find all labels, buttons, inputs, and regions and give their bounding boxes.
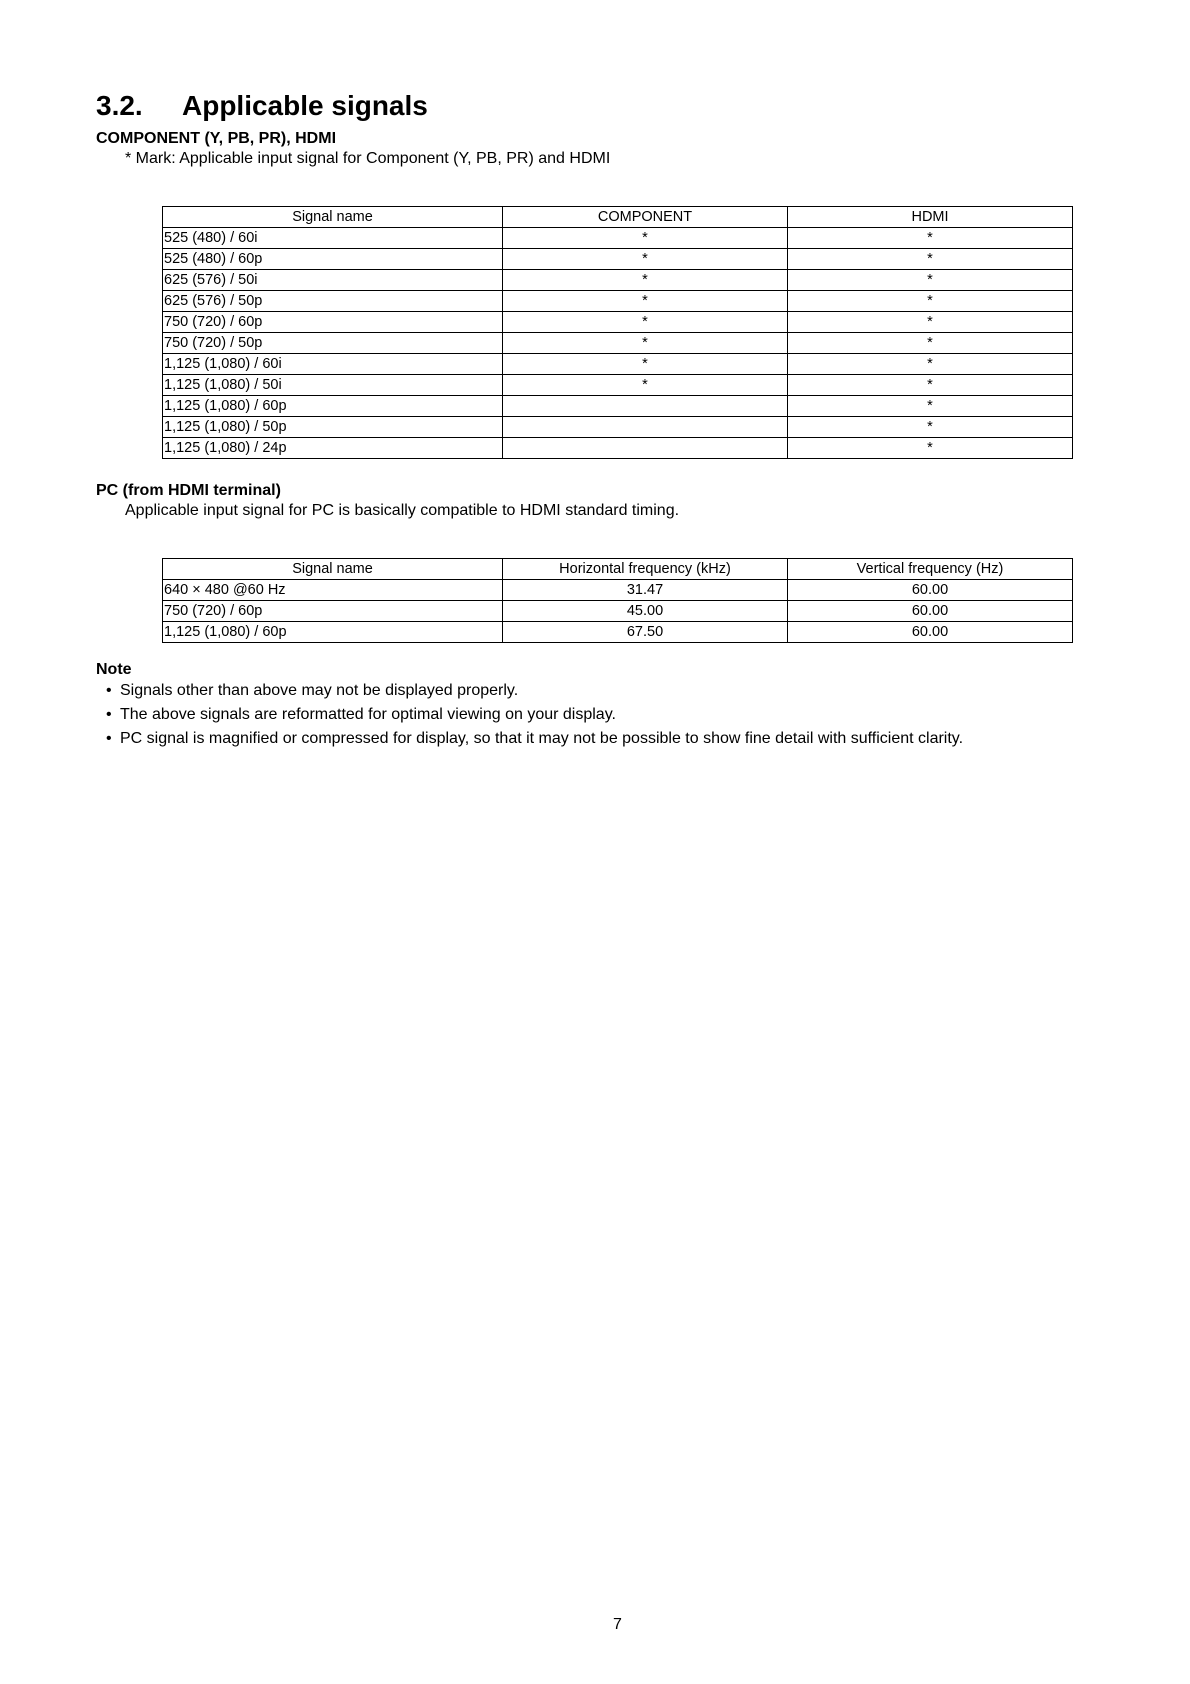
pc-description: Applicable input signal for PC is basically compatible to HDMI standard timing.: [125, 502, 680, 519]
signal-name-cell: 750 (720) / 60p: [163, 312, 503, 333]
table-row: [163, 354, 1073, 375]
note-text: Signals other than above may not be displayed properly.: [120, 682, 519, 699]
section-title-text: Applicable signals: [182, 90, 428, 121]
component-mark-cell: *: [503, 375, 788, 396]
component-mark-cell: [503, 438, 788, 459]
hdmi-mark-cell: *: [788, 228, 1073, 249]
table-row: [163, 417, 1073, 438]
hdmi-mark-cell: *: [788, 333, 1073, 354]
section-number: 3.2.: [96, 90, 143, 121]
vertical-frequency-cell: 60.00: [788, 622, 1073, 643]
component-mark-cell: *: [503, 333, 788, 354]
signal-name-cell: 1,125 (1,080) / 50i: [163, 375, 503, 396]
signal-name-cell: 750 (720) / 50p: [163, 333, 503, 354]
pc-signal-table: [162, 558, 1073, 643]
component-mark-cell: *: [503, 270, 788, 291]
hdmi-mark-cell: *: [788, 249, 1073, 270]
component-heading: COMPONENT (Y, PB, PR), HDMI: [96, 130, 337, 147]
horizontal-frequency-cell: 45.00: [503, 601, 788, 622]
table-row: [163, 375, 1073, 396]
signal-name-cell: 525 (480) / 60i: [163, 228, 503, 249]
table-row: [163, 622, 1073, 643]
hdmi-mark-cell: *: [788, 396, 1073, 417]
table-row: [163, 601, 1073, 622]
table-header-row: [163, 559, 1073, 580]
table-row: [163, 333, 1073, 354]
column-header-signal-name: Signal name: [163, 207, 503, 228]
column-header-vertical-frequency: Vertical frequency (Hz): [788, 559, 1073, 580]
note-list: [106, 679, 963, 751]
hdmi-mark-cell: *: [788, 354, 1073, 375]
list-item: [106, 727, 963, 751]
hdmi-mark-cell: *: [788, 270, 1073, 291]
bullet-icon: •: [106, 730, 112, 747]
hdmi-mark-cell: *: [788, 417, 1073, 438]
table-header-row: [163, 207, 1073, 228]
vertical-frequency-cell: 60.00: [788, 601, 1073, 622]
signal-name-cell: 1,125 (1,080) / 60p: [163, 396, 503, 417]
table-row: [163, 249, 1073, 270]
horizontal-frequency-cell: 67.50: [503, 622, 788, 643]
component-mark-cell: [503, 417, 788, 438]
page-number: 7: [613, 1616, 622, 1633]
component-description: * Mark: Applicable input signal for Component (Y, PB, PR) and HDMI: [125, 150, 611, 167]
component-mark-cell: *: [503, 228, 788, 249]
column-header-signal-name: Signal name: [163, 559, 503, 580]
pc-heading: PC (from HDMI terminal): [96, 482, 281, 499]
signal-name-cell: 640 × 480 @60 Hz: [163, 580, 503, 601]
vertical-frequency-cell: 60.00: [788, 580, 1073, 601]
note-text: The above signals are reformatted for optimal viewing on your display.: [120, 706, 616, 723]
signal-name-cell: 750 (720) / 60p: [163, 601, 503, 622]
section-title: [96, 88, 428, 124]
table-row: [163, 438, 1073, 459]
table-row: [163, 312, 1073, 333]
hdmi-mark-cell: *: [788, 291, 1073, 312]
table-row: [163, 291, 1073, 312]
column-header-hdmi: HDMI: [788, 207, 1073, 228]
bullet-icon: •: [106, 706, 112, 723]
component-mark-cell: *: [503, 354, 788, 375]
list-item: [106, 703, 963, 727]
signal-name-cell: 525 (480) / 60p: [163, 249, 503, 270]
table-row: [163, 580, 1073, 601]
component-signal-table: [162, 206, 1073, 459]
hdmi-mark-cell: *: [788, 438, 1073, 459]
table-row: [163, 270, 1073, 291]
horizontal-frequency-cell: 31.47: [503, 580, 788, 601]
table-row: [163, 396, 1073, 417]
column-header-component: COMPONENT: [503, 207, 788, 228]
list-item: [106, 679, 963, 703]
component-mark-cell: *: [503, 312, 788, 333]
column-header-horizontal-frequency: Horizontal frequency (kHz): [503, 559, 788, 580]
signal-name-cell: 1,125 (1,080) / 24p: [163, 438, 503, 459]
component-mark-cell: [503, 396, 788, 417]
note-heading: Note: [96, 661, 132, 678]
signal-name-cell: 625 (576) / 50i: [163, 270, 503, 291]
signal-name-cell: 1,125 (1,080) / 60p: [163, 622, 503, 643]
component-mark-cell: *: [503, 291, 788, 312]
hdmi-mark-cell: *: [788, 312, 1073, 333]
bullet-icon: •: [106, 682, 112, 699]
table-row: [163, 228, 1073, 249]
signal-name-cell: 625 (576) / 50p: [163, 291, 503, 312]
signal-name-cell: 1,125 (1,080) / 60i: [163, 354, 503, 375]
note-text: PC signal is magnified or compressed for display, so that it may not be possible to show fine detail with sufficient clarity.: [120, 730, 964, 747]
signal-name-cell: 1,125 (1,080) / 50p: [163, 417, 503, 438]
hdmi-mark-cell: *: [788, 375, 1073, 396]
component-mark-cell: *: [503, 249, 788, 270]
